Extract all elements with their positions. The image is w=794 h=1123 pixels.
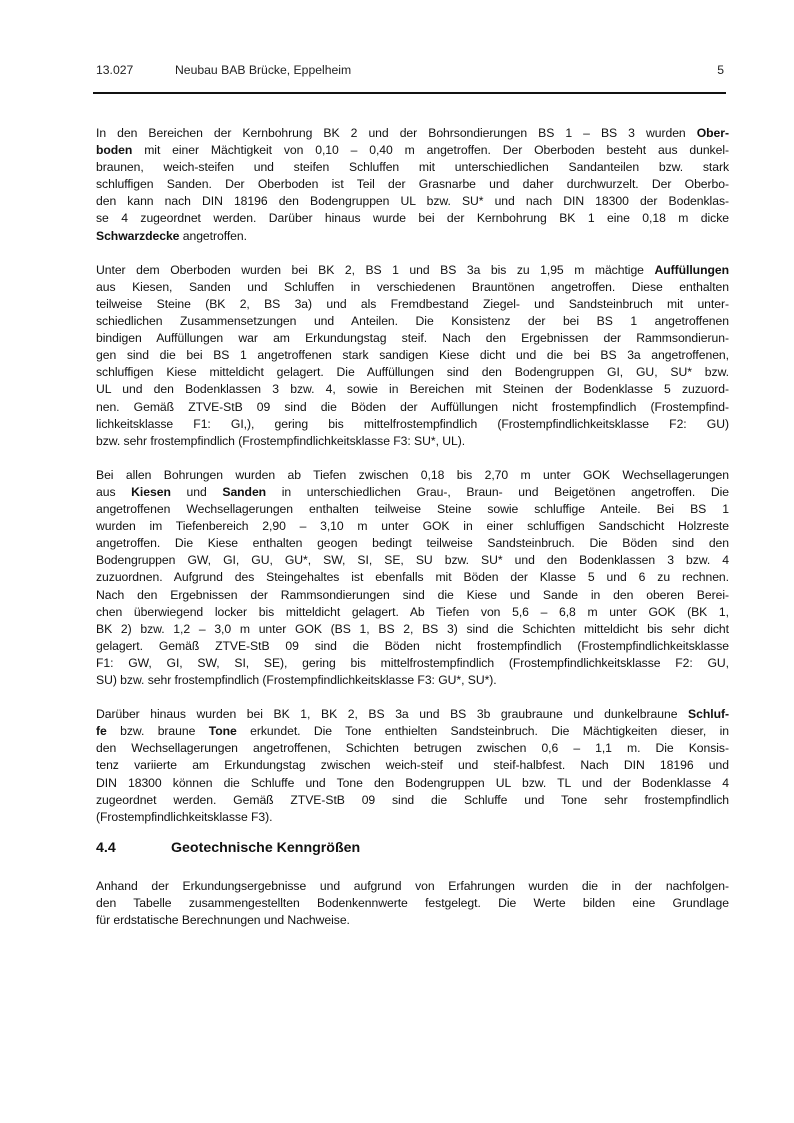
text-line <box>96 279 729 296</box>
bold-term: boden <box>96 143 133 158</box>
text-line <box>96 809 729 826</box>
text-run: UL und den Bodenklassen 3 bzw. 4, sowie in Bereichen mit Steinen der Bodenklasse 5 zuzuord- <box>96 382 729 397</box>
text-line <box>96 895 729 912</box>
text-run: angetroffen. <box>179 228 247 243</box>
text-run: schluffigen Sanden. Der Oberboden ist Teil der Grasnarbe und daher durchwurzelt. Der Oberbo- <box>96 177 729 192</box>
section-title: Geotechnische Kenngrößen <box>171 840 361 856</box>
bold-term: Schwarzdecke <box>96 228 180 243</box>
bold-term: Tone <box>208 724 237 739</box>
text-line <box>96 364 729 381</box>
text-run: schluffigen Kiese mitteldicht gelagert. Die Auffüllungen sind den Bodengruppen GI, GU, SU* bzw. <box>96 365 729 380</box>
text-run: angetroffenen Wechsellagerungen enthalten teilweise Steine sowie schluffige Anteile. Bei BS 1 <box>96 502 729 517</box>
text-run: schiedlichen Zusammensetzungen und Anteilen. Die Konsistenz der bei BS 1 angetroffenen <box>96 314 729 329</box>
text-line <box>96 655 729 672</box>
body-text <box>96 125 729 826</box>
text-line <box>96 518 729 535</box>
document-title: Neubau BAB Brücke, Eppelheim <box>175 63 352 77</box>
text-run: se 4 zugeordnet werden. Darüber hinaus wurde bei der Kernbohrung BK 1 eine 0,18 m dicke <box>96 211 729 226</box>
text-line <box>96 706 729 723</box>
bold-term: Ober- <box>696 126 729 140</box>
text-run: lichkeitsklasse F1: GI,), gering bis mittelfrostempfindlich (Frostempfindlichkeitsklasse F2: GU) <box>96 416 729 431</box>
text-line <box>96 399 729 416</box>
paragraph <box>96 878 729 929</box>
text-line <box>96 262 729 279</box>
section-body-text <box>96 878 729 929</box>
text-run: Unter dem Oberboden wurden bei BK 2, BS 1 und BS 3a bis zu 1,95 m mächtige <box>96 262 655 277</box>
text-line <box>96 912 729 929</box>
text-run: Bodengruppen GW, GI, GU, GU*, SW, SI, SE, SU bzw. SU* und den Bodenklassen 3 bzw. 4 <box>96 553 729 568</box>
text-line <box>96 313 729 330</box>
text-line <box>96 210 729 227</box>
text-run: bindigen Auffüllungen war am Erkundungstag steif. Nach den Ergebnissen der Rammsondierun- <box>96 331 729 346</box>
text-run: zugeordnet werden. Gemäß ZTVE-StB 09 sind die Schluffe und Tone sehr frostempfindlich <box>96 792 729 807</box>
text-run: F1: GW, GI, SW, SI, SE), gering bis mittelfrostempfindlich (Frostempfindlichkeitsklasse F2: GU, <box>96 655 729 670</box>
text-line <box>96 159 729 176</box>
text-run: DIN 18300 können die Schluffe und Tone den Bodengruppen UL bzw. TL und der Bodenklasse 4 <box>96 775 729 790</box>
text-line <box>96 723 729 740</box>
text-line <box>96 621 729 638</box>
text-line <box>96 638 729 655</box>
bold-term: Schluf- <box>688 707 729 722</box>
paragraph-spacer <box>96 450 729 467</box>
text-run: Bei allen Bohrungen wurden ab Tiefen zwischen 0,18 bis 2,70 m unter GOK Wechsellagerungen <box>96 467 729 482</box>
text-line <box>96 535 729 552</box>
text-run: bzw. sehr frostempfindlich (Frostempfindlichkeitsklasse F3: SU*, UL). <box>96 433 466 448</box>
text-line <box>96 757 729 774</box>
paragraph <box>96 125 729 245</box>
text-run: braunen, weich-steifen und steifen Schluffen mit unterschiedlichen Sandanteilen bzw. stark <box>96 160 729 175</box>
text-line <box>96 228 729 245</box>
paragraph-spacer <box>96 245 729 262</box>
text-line <box>96 792 729 809</box>
text-run: den Wechsellagerungen angetroffenen, Schichten betrugen zwischen 0,6 – 1,1 m. Die Konsis- <box>96 741 729 756</box>
text-run: Anhand der Erkundungsergebnisse und aufgrund von Erfahrungen wurden die in der nachfolgen- <box>96 879 729 893</box>
text-line <box>96 775 729 792</box>
bold-term: Kiesen <box>131 484 171 499</box>
text-run: aus Kiesen, Sanden und Schluffen in verschiedenen Brauntönen angetroffen. Diese enthalten <box>96 279 729 294</box>
text-run: gen sind die bei BS 1 angetroffenen stark sandigen Kiese dicht und die bei BS 3a angetroffenen, <box>96 348 729 363</box>
text-line <box>96 416 729 433</box>
text-run: Darüber hinaus wurden bei BK 1, BK 2, BS 3a und BS 3b graubraune und dunkelbraune <box>96 707 689 722</box>
text-line <box>96 604 729 621</box>
text-run: den kann nach DIN 18196 den Bodengruppen UL bzw. SU* und nach DIN 18300 der Bodenklas- <box>96 194 729 209</box>
text-line <box>96 296 729 313</box>
text-run: mit einer Mächtigkeit von 0,10 – 0,40 m angetroffen. Der Oberboden besteht aus dunkel- <box>132 143 729 158</box>
text-run: BK 2) bzw. 1,2 – 3,0 m unter GOK (BS 1, BS 2, BS 3) sind die Schichten mitteldicht bis sehr dicht <box>96 621 729 636</box>
section-number: 4.4 <box>96 840 116 856</box>
text-line <box>96 878 729 895</box>
text-run: Nach den Ergebnissen der Rammsondierungen sind die Kiese und Sande in den oberen Berei- <box>96 587 729 602</box>
page-header <box>96 63 724 79</box>
text-line <box>96 467 729 484</box>
bold-term: Auffüllungen <box>654 262 729 277</box>
text-line <box>96 433 729 450</box>
text-line <box>96 381 729 398</box>
header-divider <box>93 92 726 94</box>
text-line <box>96 740 729 757</box>
text-line <box>96 347 729 364</box>
text-run: gelagert. Gemäß ZTVE-StB 09 sind die Böden nicht frostempfindlich (Frostempfindlichkeitsklasse <box>96 638 729 653</box>
text-run: zuzuordnen. Aufgrund des Steingehaltes ist ebenfalls mit Böden der Klasse 5 und 6 zu rechnen. <box>96 570 729 585</box>
text-line <box>96 484 729 501</box>
text-run: angetroffen. Die Kiese enthalten geogen bedingt teilweise Sandsteinbruch. Die Böden sind den <box>96 536 729 551</box>
text-run: aus <box>96 484 132 499</box>
bold-term: fe <box>96 724 107 739</box>
bold-term: Sanden <box>222 484 267 499</box>
text-line <box>96 142 729 159</box>
text-run: wurden im Tiefenbereich 2,90 – 3,10 m unter GOK in einer schluffigen Sandschicht Holzreste <box>96 519 729 534</box>
text-run: und <box>170 484 223 499</box>
text-run: (Frostempfindlichkeitsklasse F3). <box>96 809 273 824</box>
paragraph-spacer <box>96 689 729 706</box>
text-run: in unterschiedlichen Grau-, Braun- und Beigetönen angetroffen. Die <box>266 484 730 499</box>
page-number: 5 <box>717 63 724 77</box>
text-line <box>96 587 729 604</box>
text-line <box>96 501 729 518</box>
document-number: 13.027 <box>96 63 134 77</box>
text-line <box>96 330 729 347</box>
text-run: teilweise Steine (BK 2, BS 3a) und als Fremdbestand Ziegel- und Sandsteinbruch mit unter- <box>96 296 729 311</box>
text-line <box>96 569 729 586</box>
paragraph <box>96 262 729 450</box>
text-run: für erdstatische Berechnungen und Nachweise. <box>96 913 350 928</box>
text-line <box>96 672 729 689</box>
text-line <box>96 176 729 193</box>
text-run: nen. Gemäß ZTVE-StB 09 sind die Böden der Auffüllungen nicht frostempfindlich (Frostempfind- <box>96 399 729 414</box>
text-run: chen überwiegend locker bis mitteldicht gelagert. Ab Tiefen von 5,6 – 6,8 m unter GOK (BK 1, <box>96 604 729 619</box>
text-run: SU) bzw. sehr frostempfindlich (Frostempfindlichkeitsklasse F3: GU*, SU*). <box>96 673 497 687</box>
text-run: erkundet. Die Tone enthielten Sandsteinbruch. Die Mächtigkeiten dieser, in <box>236 724 729 739</box>
text-line <box>96 125 729 142</box>
text-line <box>96 193 729 210</box>
paragraph <box>96 706 729 826</box>
paragraph <box>96 467 729 689</box>
text-run: den Tabelle zusammengestellten Bodenkennwerte festgelegt. Die Werte bilden eine Grundlage <box>96 896 729 911</box>
text-line <box>96 552 729 569</box>
text-run: tenz variierte am Erkundungstag zwischen weich-steif und steif-halbfest. Nach DIN 18196 und <box>96 758 729 773</box>
text-run: bzw. braune <box>106 724 209 739</box>
text-run: In den Bereichen der Kernbohrung BK 2 und der Bohrsondierungen BS 1 – BS 3 wurden <box>96 126 697 140</box>
